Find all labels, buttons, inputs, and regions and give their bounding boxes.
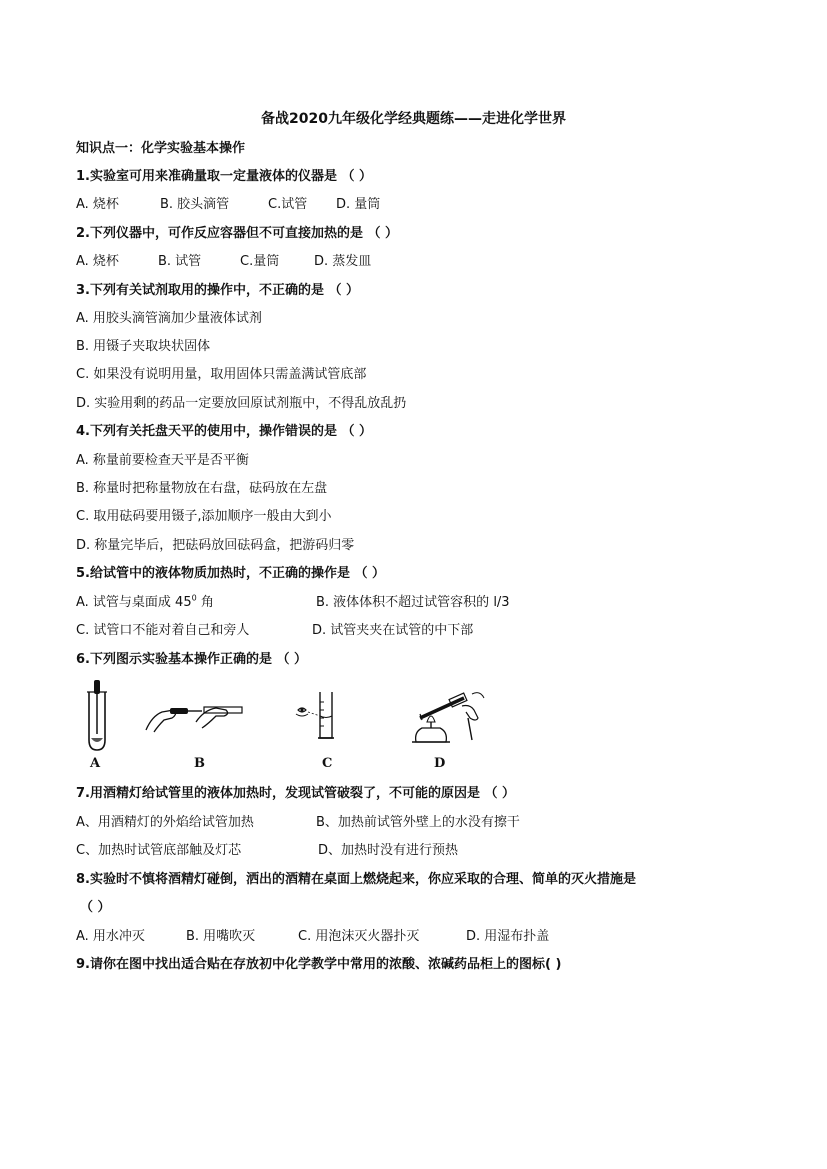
figure-label-c: C — [322, 756, 333, 771]
figure-c-cylinder-reading — [292, 690, 340, 746]
page-title: 备战2020九年级化学经典题练——走进化学世界 — [261, 111, 566, 127]
question-9: 9.请你在图中找出适合贴在存放初中化学教学中常用的浓酸、浓碱药品柜上的图标( ) — [76, 957, 562, 972]
option: D. 用湿布扑盖 — [466, 929, 550, 944]
question-6: 6.下列图示实验基本操作正确的是 （ ） — [76, 652, 308, 667]
option: C. 试管口不能对着自己和旁人 — [76, 623, 250, 638]
option: B. 称量时把称量物放在右盘，砝码放在左盘 — [76, 481, 328, 496]
option: A. 用水冲灭 — [76, 929, 145, 944]
question-5: 5.给试管中的液体物质加热时，不正确的操作是 （ ） — [76, 566, 386, 581]
option: A. 试管与桌面成 $45^0$ 角 — [76, 593, 214, 610]
question-4: 4.下列有关托盘天平的使用中，操作错误的是 （ ） — [76, 424, 373, 439]
option: C、加热时试管底部触及灯芯 — [76, 843, 242, 858]
option: C.量筒 — [240, 254, 280, 269]
figure-d-heating-test-tube — [406, 684, 486, 748]
question-7: 7.用酒精灯给试管里的液体加热时，发现试管破裂了，不可能的原因是 （ ） — [76, 786, 516, 801]
option: C. 用泡沫灭火器扑灭 — [298, 929, 420, 944]
option: B. 用嘴吹灭 — [186, 929, 256, 944]
option: D. 蒸发皿 — [314, 254, 372, 269]
option: D、加热时没有进行预热 — [318, 843, 459, 858]
option: B、加热前试管外壁上的水没有擦干 — [316, 815, 520, 830]
option: D. 试管夹夹在试管的中下部 — [312, 623, 474, 638]
option: D. 称量完毕后，把砝码放回砝码盒，把游码归零 — [76, 538, 355, 553]
option: A. 用胶头滴管滴加少量液体试剂 — [76, 311, 262, 326]
option: B. 胶头滴管 — [160, 197, 230, 212]
option: B. 试管 — [158, 254, 202, 269]
option: C. 取用砝码要用镊子,添加顺序一般由大到小 — [76, 509, 332, 524]
question-8-paren: （ ） — [80, 900, 111, 915]
option: D. 量筒 — [336, 197, 381, 212]
question-8: 8.实验时不慎将酒精灯碰倒，洒出的酒精在桌面上燃烧起来，你应采取的合理、简单的灭火措施是 — [76, 872, 636, 887]
option: B. 液体体积不超过试管容积的 l/3 — [316, 595, 510, 610]
question-1: 1.实验室可用来准确量取一定量液体的仪器是 （ ） — [76, 169, 373, 184]
question-2: 2.下列仪器中，可作反应容器但不可直接加热的是 （ ） — [76, 226, 399, 241]
option: C.试管 — [268, 197, 308, 212]
figure-b-horizontal-dropping — [144, 696, 244, 736]
option: D. 实验用剩的药品一定要放回原试剂瓶中，不得乱放乱扔 — [76, 396, 407, 411]
section-heading: 知识点一：化学实验基本操作 — [76, 141, 246, 156]
question-3: 3.下列有关试剂取用的操作中，不正确的是 （ ） — [76, 283, 360, 298]
figure-label-b: B — [194, 756, 205, 771]
option: A. 烧杯 — [76, 254, 119, 269]
figure-label-a: A — [90, 756, 101, 771]
option: B. 用镊子夹取块状固体 — [76, 339, 211, 354]
figure-a-dropper-in-test-tube — [82, 676, 112, 752]
figure-label-d: D — [434, 756, 446, 771]
option: A. 称量前要检查天平是否平衡 — [76, 453, 249, 468]
option: C. 如果没有说明用量，取用固体只需盖满试管底部 — [76, 367, 367, 382]
option: A. 烧杯 — [76, 197, 119, 212]
option: A、用酒精灯的外焰给试管加热 — [76, 815, 254, 830]
